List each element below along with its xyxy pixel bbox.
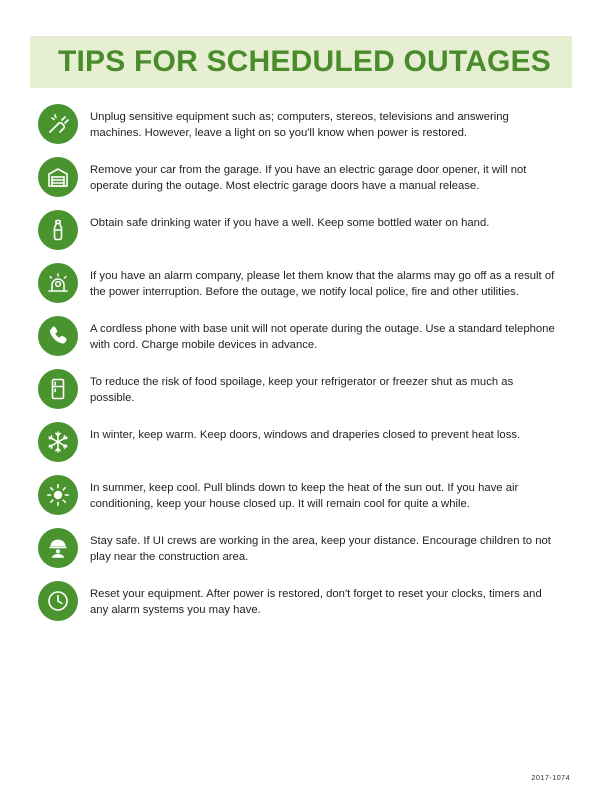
refrigerator-icon — [38, 369, 78, 409]
list-item-text: Unplug sensitive equipment such as; computers, stereos, televisions and answering machines. However, leave a light on so you'll know when power is restored. — [90, 111, 509, 140]
list-item-text: Stay safe. If UI crews are working in the area, keep your distance. Encourage children to not play near the construction area. — [90, 535, 551, 564]
list-item — [30, 526, 572, 568]
alarm-siren-icon — [38, 263, 78, 303]
list-item-text: If you have an alarm company, please let them know that the alarms may go off as a result of the power interruption. Before the outage, we notify local police, fire and other utilities. — [90, 270, 555, 299]
water-bottle-icon — [38, 210, 78, 250]
garage-door-icon — [38, 157, 78, 197]
list-item — [30, 420, 572, 462]
list-item-text: A cordless phone with base unit will not operate during the outage. Use a standard telephone with cord. Charge mobile devices in advance. — [90, 323, 555, 352]
clock-icon — [38, 581, 78, 621]
page-title: TIPS FOR SCHEDULED OUTAGES — [58, 45, 552, 78]
list-item — [30, 579, 572, 621]
list-item — [30, 367, 572, 409]
document-reference-code: 2017-1074 — [531, 773, 570, 782]
document-page — [0, 36, 600, 812]
tips-list — [30, 102, 572, 621]
list-item — [30, 102, 572, 144]
list-item-text: Remove your car from the garage. If you have an electric garage door opener, it will not operate during the outage. Most electric garage doors have a manual release. — [90, 164, 527, 193]
list-item — [30, 208, 572, 250]
list-item — [30, 261, 572, 303]
telephone-icon — [38, 316, 78, 356]
page-title-banner — [30, 36, 572, 88]
list-item-text: In summer, keep cool. Pull blinds down to keep the heat of the sun out. If you have air conditioning, keep your house closed up. It will remain cool for quite a while. — [90, 482, 519, 511]
list-item — [30, 155, 572, 197]
sun-icon — [38, 475, 78, 515]
snowflake-icon — [38, 422, 78, 462]
list-item-text: Obtain safe drinking water if you have a well. Keep some bottled water on hand. — [90, 217, 490, 229]
list-item-text: To reduce the risk of food spoilage, keep your refrigerator or freezer shut as much as possible. — [90, 376, 514, 405]
construction-worker-icon — [38, 528, 78, 568]
unplug-plug-icon — [38, 104, 78, 144]
list-item-text: In winter, keep warm. Keep doors, windows and draperies closed to prevent heat loss. — [90, 429, 521, 441]
list-item-text: Reset your equipment. After power is restored, don't forget to reset your clocks, timers and any alarm systems you may have. — [90, 588, 542, 617]
list-item — [30, 473, 572, 515]
list-item — [30, 314, 572, 356]
